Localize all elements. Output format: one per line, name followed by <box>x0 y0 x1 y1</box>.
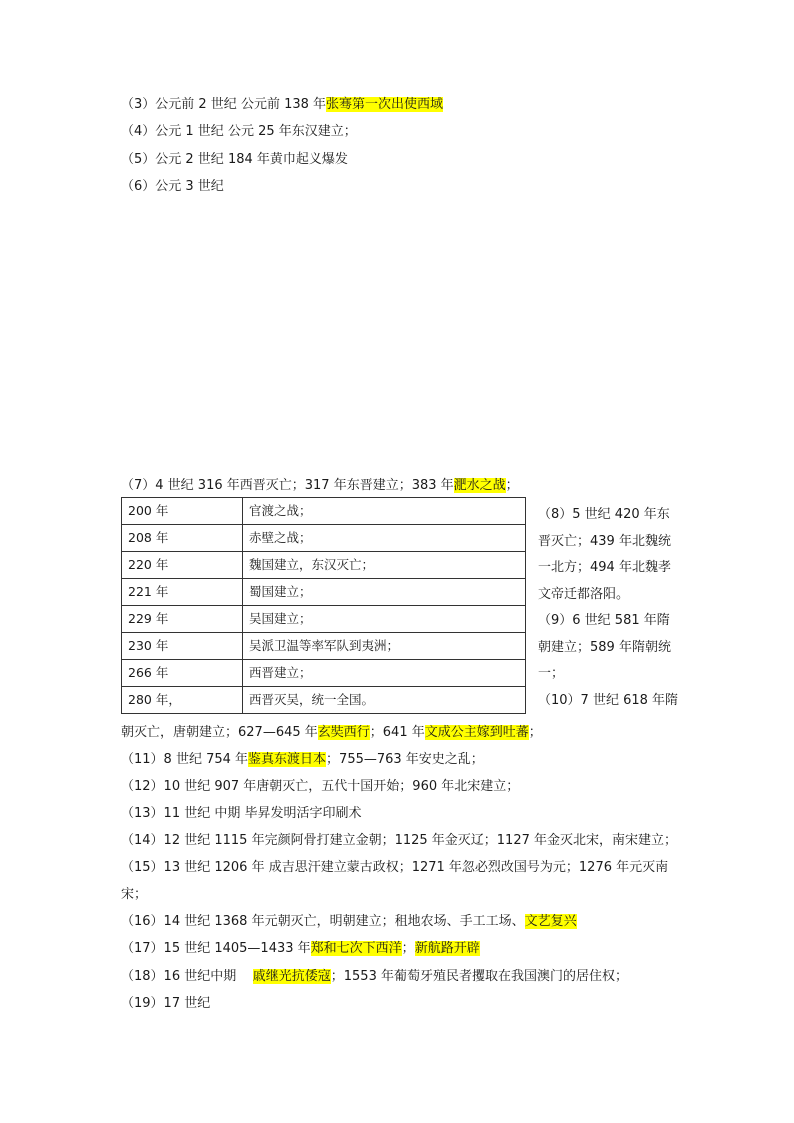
timeline-item-13: （13）11 世纪 中期 毕昇发明活字印刷术 <box>121 806 362 821</box>
timeline-item-16: （16）14 世纪 1368 年元朝灭亡，明朝建立；租地农场、手工工场、文艺复兴 <box>121 914 577 929</box>
table-row: 200 年 官渡之战； <box>122 498 526 525</box>
side-line: 晋灭亡；439 年北魏统 <box>538 533 671 549</box>
timeline-item-14: （14）12 世纪 1115 年完颜阿骨打建立金朝；1125 年金灭辽；1127 年金灭北宋，南宋建立； <box>121 833 677 848</box>
table-row: 229 年 吴国建立； <box>122 606 526 633</box>
side-line: （9）6 世纪 581 年隋 <box>538 613 670 628</box>
side-line: （10）7 世纪 618 年隋 <box>538 692 679 708</box>
side-line: 朝建立；589 年隋朝统 <box>538 639 671 655</box>
table-row: 280 年， 西晋灭吴，统一全国。 <box>122 687 526 714</box>
timeline-item-18: （18）16 世纪中期 戚继光抗倭寇；1553 年葡萄牙殖民者攫取在我国澳门的居住权； <box>121 969 628 984</box>
highlight-zhenghe: 郑和七次下西洋 <box>310 941 402 956</box>
highlight-xuanzang: 玄奘西行 <box>317 725 370 740</box>
highlight-wencheng: 文成公主嫁到吐蕃 <box>424 725 529 740</box>
timeline-item-5: （5）公元 2 世纪 184 年黄巾起义爆发 <box>121 152 348 167</box>
highlight-zhangqian: 张骞第一次出使西域 <box>326 97 444 112</box>
timeline-item-6: （6）公元 3 世纪 <box>121 179 224 194</box>
table-row: 220 年 魏国建立，东汉灭亡； <box>122 552 526 579</box>
side-column-text <box>538 502 688 714</box>
table-row: 230 年 吴派卫温等率军队到夷洲； <box>122 633 526 660</box>
highlight-new-route: 新航路开辟 <box>414 941 480 956</box>
highlight-feishui: 淝水之战 <box>453 478 506 493</box>
timeline-item-11: （11）8 世纪 754 年鉴真东渡日本；755—763 年安史之乱； <box>121 752 484 767</box>
three-kingdoms-table <box>121 497 526 714</box>
table-row: 221 年 蜀国建立； <box>122 579 526 606</box>
highlight-jianzhen: 鉴真东渡日本 <box>248 752 327 767</box>
highlight-renaissance: 文艺复兴 <box>524 914 577 929</box>
timeline-item-4: （4）公元 1 世纪 公元 25 年东汉建立； <box>121 124 357 139</box>
timeline-item-7: （7）4 世纪 316 年西晋灭亡；317 年东晋建立；383 年淝水之战； <box>121 478 519 493</box>
side-line: 一北方；494 年北魏孝 <box>538 560 671 575</box>
side-line: （8）5 世纪 420 年东 <box>538 507 670 522</box>
side-line: 文帝迁都洛阳。 <box>538 586 630 602</box>
side-line: 一； <box>538 666 565 681</box>
timeline-item-17: （17）15 世纪 1405—1433 年郑和七次下西洋；新航路开辟 <box>121 941 480 956</box>
table-row: 208 年 赤壁之战； <box>122 525 526 552</box>
timeline-item-15: （15）13 世纪 1206 年 成吉思汗建立蒙古政权；1271 年忽必烈改国号为元；1276 年元灭南 <box>121 860 669 875</box>
timeline-item-12: （12）10 世纪 907 年唐朝灭亡，五代十国开始；960 年北宋建立； <box>121 779 520 794</box>
highlight-qijiguang: 戚继光抗倭寇 <box>252 969 331 984</box>
timeline-item-15-cont: 宋； <box>121 887 148 902</box>
timeline-item-10-cont: 朝灭亡，唐朝建立；627—645 年玄奘西行；641 年文成公主嫁到吐蕃； <box>121 725 542 740</box>
table-row: 266 年 西晋建立； <box>122 660 526 687</box>
timeline-item-3: （3）公元前 2 世纪 公元前 138 年张骞第一次出使西域 <box>121 97 444 112</box>
timeline-item-19: （19）17 世纪 <box>121 996 211 1011</box>
